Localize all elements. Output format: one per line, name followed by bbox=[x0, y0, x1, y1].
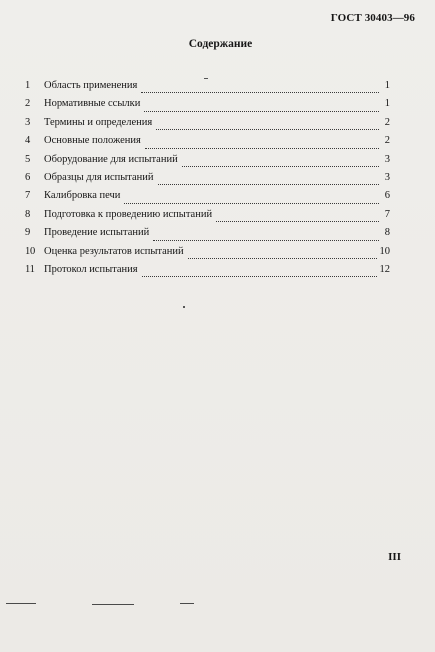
toc-entry-title: Образцы для испытаний bbox=[44, 171, 154, 183]
toc-entry-page: 3 bbox=[384, 153, 390, 165]
toc-entry-number: 1 bbox=[25, 80, 31, 91]
toc-entry-page: 2 bbox=[384, 116, 390, 128]
toc-entry-title: Калибровка печи bbox=[44, 190, 121, 202]
toc-entry-number: 9 bbox=[25, 227, 31, 239]
toc-entry-number: 5 bbox=[25, 153, 31, 165]
table-of-contents bbox=[25, 80, 390, 282]
scan-line-artifact bbox=[6, 603, 36, 604]
toc-entry[interactable] bbox=[25, 172, 390, 190]
toc-entry-page: 8 bbox=[384, 227, 390, 239]
toc-entry[interactable] bbox=[25, 209, 390, 227]
scan-line-artifact bbox=[92, 604, 134, 605]
toc-entry-number: 7 bbox=[25, 190, 31, 202]
toc-entry[interactable] bbox=[25, 80, 390, 98]
toc-entry-page: 3 bbox=[384, 171, 390, 183]
dot-leader bbox=[144, 111, 379, 112]
toc-entry-title: Термины и определения bbox=[44, 116, 153, 128]
toc-entry-title: Основные положения bbox=[44, 135, 141, 147]
scan-speck bbox=[183, 306, 185, 308]
toc-entry-number: 2 bbox=[25, 98, 31, 110]
toc-entry[interactable] bbox=[25, 117, 390, 135]
dot-leader bbox=[216, 221, 379, 222]
scan-line-artifact bbox=[180, 603, 194, 604]
scan-speck bbox=[204, 78, 208, 79]
toc-entry[interactable] bbox=[25, 227, 390, 245]
toc-entry-title: Протокол испытания bbox=[44, 263, 138, 275]
document-code: ГОСТ 30403—96 bbox=[330, 12, 415, 24]
toc-entry-number: 3 bbox=[25, 116, 31, 128]
toc-entry[interactable] bbox=[25, 154, 390, 172]
toc-entry-number: 11 bbox=[25, 263, 35, 275]
toc-entry-page: 2 bbox=[384, 135, 390, 147]
dot-leader bbox=[141, 92, 379, 93]
toc-entry-title: Нормативные ссылки bbox=[44, 98, 141, 110]
toc-entry[interactable] bbox=[25, 264, 390, 282]
toc-entry-title: Подготовка к проведению испытаний bbox=[44, 208, 213, 220]
toc-entry-page: 1 bbox=[384, 98, 390, 110]
toc-entry-page: 12 bbox=[379, 263, 390, 275]
toc-entry[interactable] bbox=[25, 190, 390, 208]
dot-leader bbox=[124, 203, 379, 204]
toc-entry-title: Область применения bbox=[44, 80, 138, 91]
dot-leader bbox=[156, 129, 379, 130]
toc-entry-number: 6 bbox=[25, 171, 31, 183]
toc-entry-page: 10 bbox=[379, 245, 390, 257]
dot-leader bbox=[182, 166, 379, 167]
dot-leader bbox=[153, 240, 379, 241]
dot-leader bbox=[145, 148, 379, 149]
dot-leader bbox=[142, 276, 377, 277]
toc-entry-page: 1 bbox=[384, 80, 390, 91]
toc-entry-title: Оборудование для испытаний bbox=[44, 153, 178, 165]
toc-entry[interactable] bbox=[25, 135, 390, 153]
dot-leader bbox=[188, 258, 377, 259]
toc-entry[interactable] bbox=[25, 98, 390, 116]
toc-entry-number: 4 bbox=[25, 135, 31, 147]
toc-entry-number: 8 bbox=[25, 208, 31, 220]
toc-entry-title: Проведение испытаний bbox=[44, 227, 150, 239]
toc-entry-title: Оценка результатов испытаний bbox=[44, 245, 184, 257]
dot-leader bbox=[158, 184, 379, 185]
toc-title: Содержание bbox=[188, 38, 253, 50]
page-number: III bbox=[388, 551, 401, 563]
toc-entry-page: 7 bbox=[384, 208, 390, 220]
toc-entry-page: 6 bbox=[384, 190, 390, 202]
toc-entry[interactable] bbox=[25, 246, 390, 264]
toc-entry-number: 10 bbox=[25, 245, 36, 257]
